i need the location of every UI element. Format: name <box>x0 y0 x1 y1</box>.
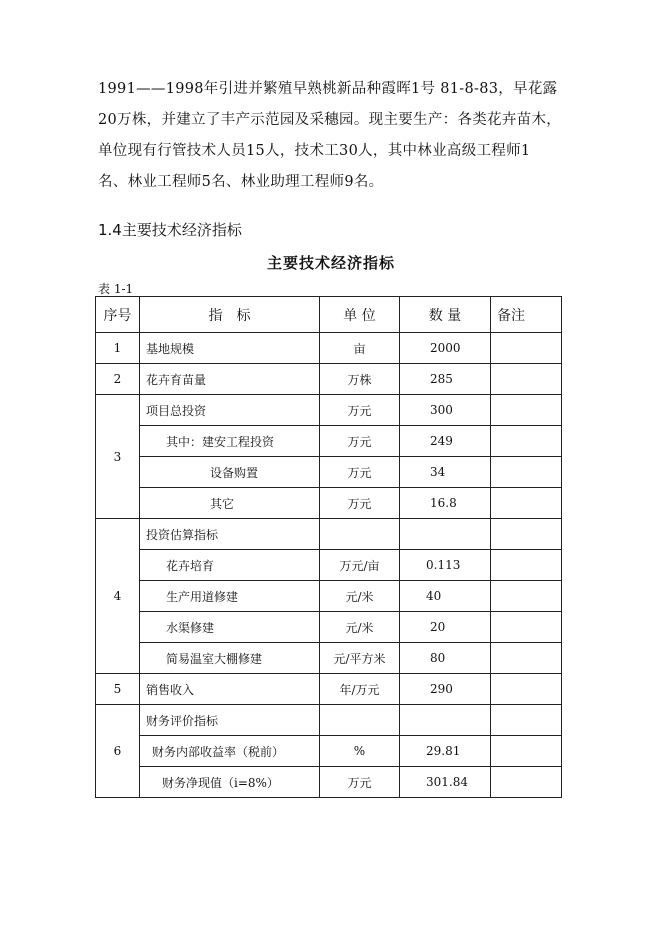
intro-line-1: 1991——1998年引进并繁殖早熟桃新品种霞晖1号 81-8-83，早花露 <box>98 81 558 97</box>
table-row <box>96 488 562 519</box>
row-note <box>491 488 562 519</box>
row-unit: 万元/亩 <box>320 550 400 581</box>
table-row <box>96 457 562 488</box>
row-item: 其中：建安工程投资 <box>140 426 320 457</box>
row-unit: 年/万元 <box>320 674 400 705</box>
row-note <box>491 457 562 488</box>
row-note <box>491 674 562 705</box>
row-note <box>491 550 562 581</box>
header-qty: 数 量 <box>400 297 491 333</box>
section-heading: 1.4主要技术经济指标 <box>98 221 242 239</box>
table-row <box>96 643 562 674</box>
table-row <box>96 364 562 395</box>
row-note <box>491 519 562 550</box>
row-item: 简易温室大棚修建 <box>140 643 320 674</box>
row-item: 水渠修建 <box>140 612 320 643</box>
row-seq: 4 <box>96 519 140 674</box>
row-item: 生产用道修建 <box>140 581 320 612</box>
indicators-table <box>95 296 562 798</box>
row-unit <box>320 705 400 736</box>
row-item: 财务评价指标 <box>140 705 320 736</box>
row-qty: 34 <box>400 457 491 488</box>
row-unit: 万株 <box>320 364 400 395</box>
row-qty: 290 <box>400 674 491 705</box>
row-qty <box>400 705 491 736</box>
row-qty: 301.84 <box>400 767 491 798</box>
table-row <box>96 736 562 767</box>
row-item: 基地规模 <box>140 333 320 364</box>
row-unit: 万元 <box>320 395 400 426</box>
table-row <box>96 705 562 736</box>
row-unit <box>320 519 400 550</box>
table-title: 主要技术经济指标 <box>266 254 395 272</box>
row-seq: 5 <box>96 674 140 705</box>
header-note: 备注 <box>491 297 562 333</box>
row-unit: % <box>320 736 400 767</box>
row-unit: 万元 <box>320 767 400 798</box>
intro-paragraph <box>98 74 588 198</box>
row-item: 花卉育苗量 <box>140 364 320 395</box>
table-row <box>96 550 562 581</box>
row-qty: 20 <box>400 612 491 643</box>
table-header-row <box>96 297 562 333</box>
row-note <box>491 364 562 395</box>
row-note <box>491 705 562 736</box>
row-unit: 亩 <box>320 333 400 364</box>
row-qty: 80 <box>400 643 491 674</box>
row-unit: 万元 <box>320 488 400 519</box>
row-unit: 万元 <box>320 457 400 488</box>
table-row <box>96 426 562 457</box>
row-qty: 300 <box>400 395 491 426</box>
table-row <box>96 674 562 705</box>
header-item: 指 标 <box>140 297 320 333</box>
row-seq: 1 <box>96 333 140 364</box>
row-seq: 6 <box>96 705 140 798</box>
table-row <box>96 581 562 612</box>
intro-line-2: 20万株，并建立了丰产示范园及采穗园。现主要生产：各类花卉苗木， <box>98 112 562 128</box>
header-unit: 单 位 <box>320 297 400 333</box>
row-seq: 3 <box>96 395 140 519</box>
row-note <box>491 612 562 643</box>
row-unit: 元/米 <box>320 581 400 612</box>
row-qty: 16.8 <box>400 488 491 519</box>
row-item: 财务内部收益率（税前） <box>140 736 320 767</box>
row-note <box>491 736 562 767</box>
table-label: 表 1-1 <box>98 282 134 296</box>
table-row <box>96 395 562 426</box>
row-unit: 万元 <box>320 426 400 457</box>
row-qty: 40 <box>400 581 491 612</box>
row-item: 销售收入 <box>140 674 320 705</box>
table-row <box>96 767 562 798</box>
row-item: 花卉培育 <box>140 550 320 581</box>
row-item: 设备购置 <box>140 457 320 488</box>
table-row <box>96 519 562 550</box>
row-item: 财务净现值（i=8%） <box>140 767 320 798</box>
row-item: 其它 <box>140 488 320 519</box>
row-note <box>491 333 562 364</box>
table-row <box>96 612 562 643</box>
row-note <box>491 395 562 426</box>
intro-line-4: 名、林业工程师5名、林业助理工程师9名。 <box>98 174 384 190</box>
row-qty: 2000 <box>400 333 491 364</box>
header-seq: 序号 <box>96 297 140 333</box>
row-seq: 2 <box>96 364 140 395</box>
table-row <box>96 333 562 364</box>
row-note <box>491 581 562 612</box>
row-unit: 元/平方米 <box>320 643 400 674</box>
row-note <box>491 426 562 457</box>
row-note <box>491 767 562 798</box>
row-qty: 285 <box>400 364 491 395</box>
row-item: 投资估算指标 <box>140 519 320 550</box>
intro-line-3: 单位现有行管技术人员15人，技术工30人，其中林业高级工程师1 <box>98 143 531 159</box>
row-qty <box>400 519 491 550</box>
row-item: 项目总投资 <box>140 395 320 426</box>
row-qty: 0.113 <box>400 550 491 581</box>
row-qty: 29.81 <box>400 736 491 767</box>
row-note <box>491 643 562 674</box>
row-qty: 249 <box>400 426 491 457</box>
row-unit: 元/米 <box>320 612 400 643</box>
